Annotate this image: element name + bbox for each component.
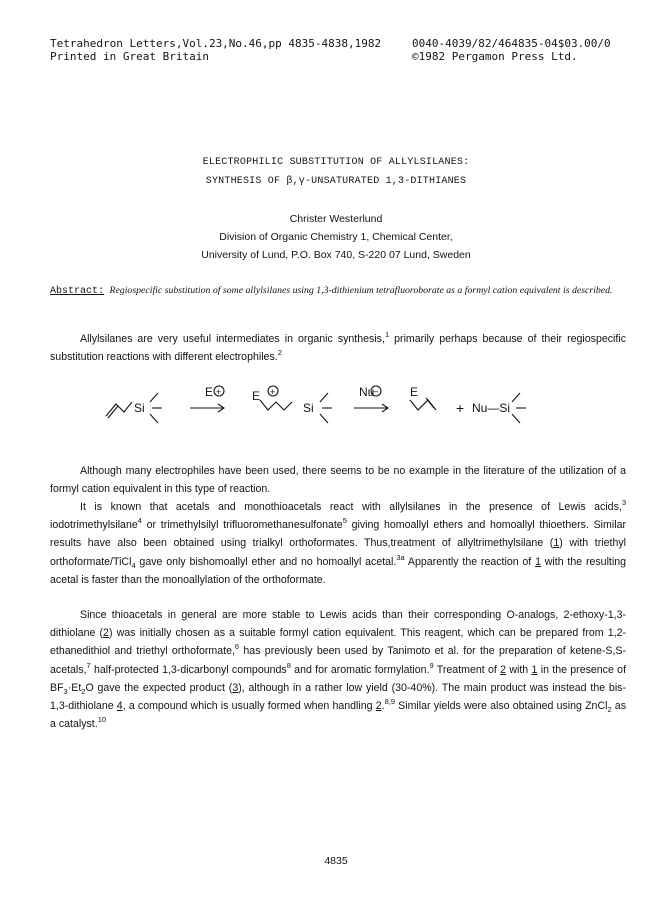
intro-paragraph: Allylsilanes are very useful intermediates in organic synthesis,$^1$ primarily perhaps because of their regiospecific substitution reactions with different electrophiles.$^2$ xyxy=(50,330,626,364)
nucleophile-label: Nu xyxy=(359,385,375,399)
abstract-text: Regiospecific substitution of some allylsilanes using 1,3-dithienium tetrafluoroborate as a formyl cation equivalent is described. xyxy=(109,285,613,296)
svg-text:+: + xyxy=(270,387,276,397)
printed-note: Printed in Great Britain xyxy=(50,50,209,63)
electrophile-label-1: E xyxy=(205,385,214,399)
title-line-2: SYNTHESIS OF β,γ-UNSATURATED 1,3-DITHIANES xyxy=(205,176,467,187)
reaction-scheme xyxy=(100,378,570,434)
electrophile-label-2: E xyxy=(252,389,261,403)
si-label-2: Si xyxy=(303,401,314,415)
electrophile-label-3: E xyxy=(410,385,419,399)
author-affiliation-1: Division of Organic Chemistry 1, Chemical Center, xyxy=(219,231,453,243)
abstract xyxy=(50,285,640,298)
article-code: 0040-4039/82/464835-04$03.00/0 xyxy=(412,37,611,50)
svg-text:–: – xyxy=(373,386,379,396)
copyright-note: ©1982 Pergamon Press Ltd. xyxy=(412,50,578,63)
plus-sign: + xyxy=(456,400,465,416)
reaction-scheme-drawing xyxy=(100,378,570,434)
journal-citation: Tetrahedron Letters,Vol.23,No.46,pp 4835-4838,1982 xyxy=(50,37,382,50)
si-label-1: Si xyxy=(134,401,145,415)
page-number: 4835 xyxy=(324,855,348,867)
svg-text:+: + xyxy=(216,387,222,397)
title-line-1: ELECTROPHILIC SUBSTITUTION OF ALLYLSILANES: xyxy=(202,157,470,168)
paragraph-3: Since thioacetals in general are more stable to Lewis acids than their corresponding O-analogs, 2-ethoxy-1,3-dithiolane (2) was initially chosen as a suitable formyl cation equivalent. This reagent, which can be prepared from 1,2-ethanedithiol and triethyl orthoformate,$^6$ has previously been used by Tanimoto et al. for the preparation of ketene-S,S-acetals,$^7$ half-protected 1,3-dicarbonyl compounds$^8$ and for aromatic formylation.$^9$ Treatment of 2 with 1 in the presence of $BF_3\cdot Et_2O$ gave the expected product (3), although in a rather low yield (30-40%). The main product was instead the bis-1,3-dithiolane 4, a compound which is usually formed when handling 2.$^{8,9}$ Similar yields were also obtained using ZnCl$_2$ as a catalyst.$^{10}$ xyxy=(50,609,627,731)
abstract-label: Abstract: xyxy=(50,286,105,297)
nu-si-label: Nu—Si xyxy=(472,401,511,415)
paragraph-1: Although many electrophiles have been used, there seems to be no example in the literature of the utilization of a formyl cation equivalent in this type of reaction. xyxy=(50,465,626,496)
author-name: Christer Westerlund xyxy=(289,213,383,225)
author-affiliation-2: University of Lund, P.O. Box 740, S-220 07 Lund, Sweden xyxy=(201,249,471,261)
paragraph-2: It is known that acetals and monothioacetals react with allylsilanes in the presence of Lewis acids,$^3$ iodotrimethylsilane$^4$ or trimethylsilyl trifluoromethanesulfonate$^5$ giving homoallyl ethers and homoallyl thioethers. Similar results have also been obtained using trialkyl orthoformates. Thus,treatment of allyltrimethylsilane (1) with triethyl orthoformate/TiCl$_4$ gave only bishomoallyl ether and no homoallyl acetal.$^{3a}$ Apparently the reaction of 1 with the resulting acetal is faster than the monoallylation of the orthoformate. xyxy=(50,498,626,586)
